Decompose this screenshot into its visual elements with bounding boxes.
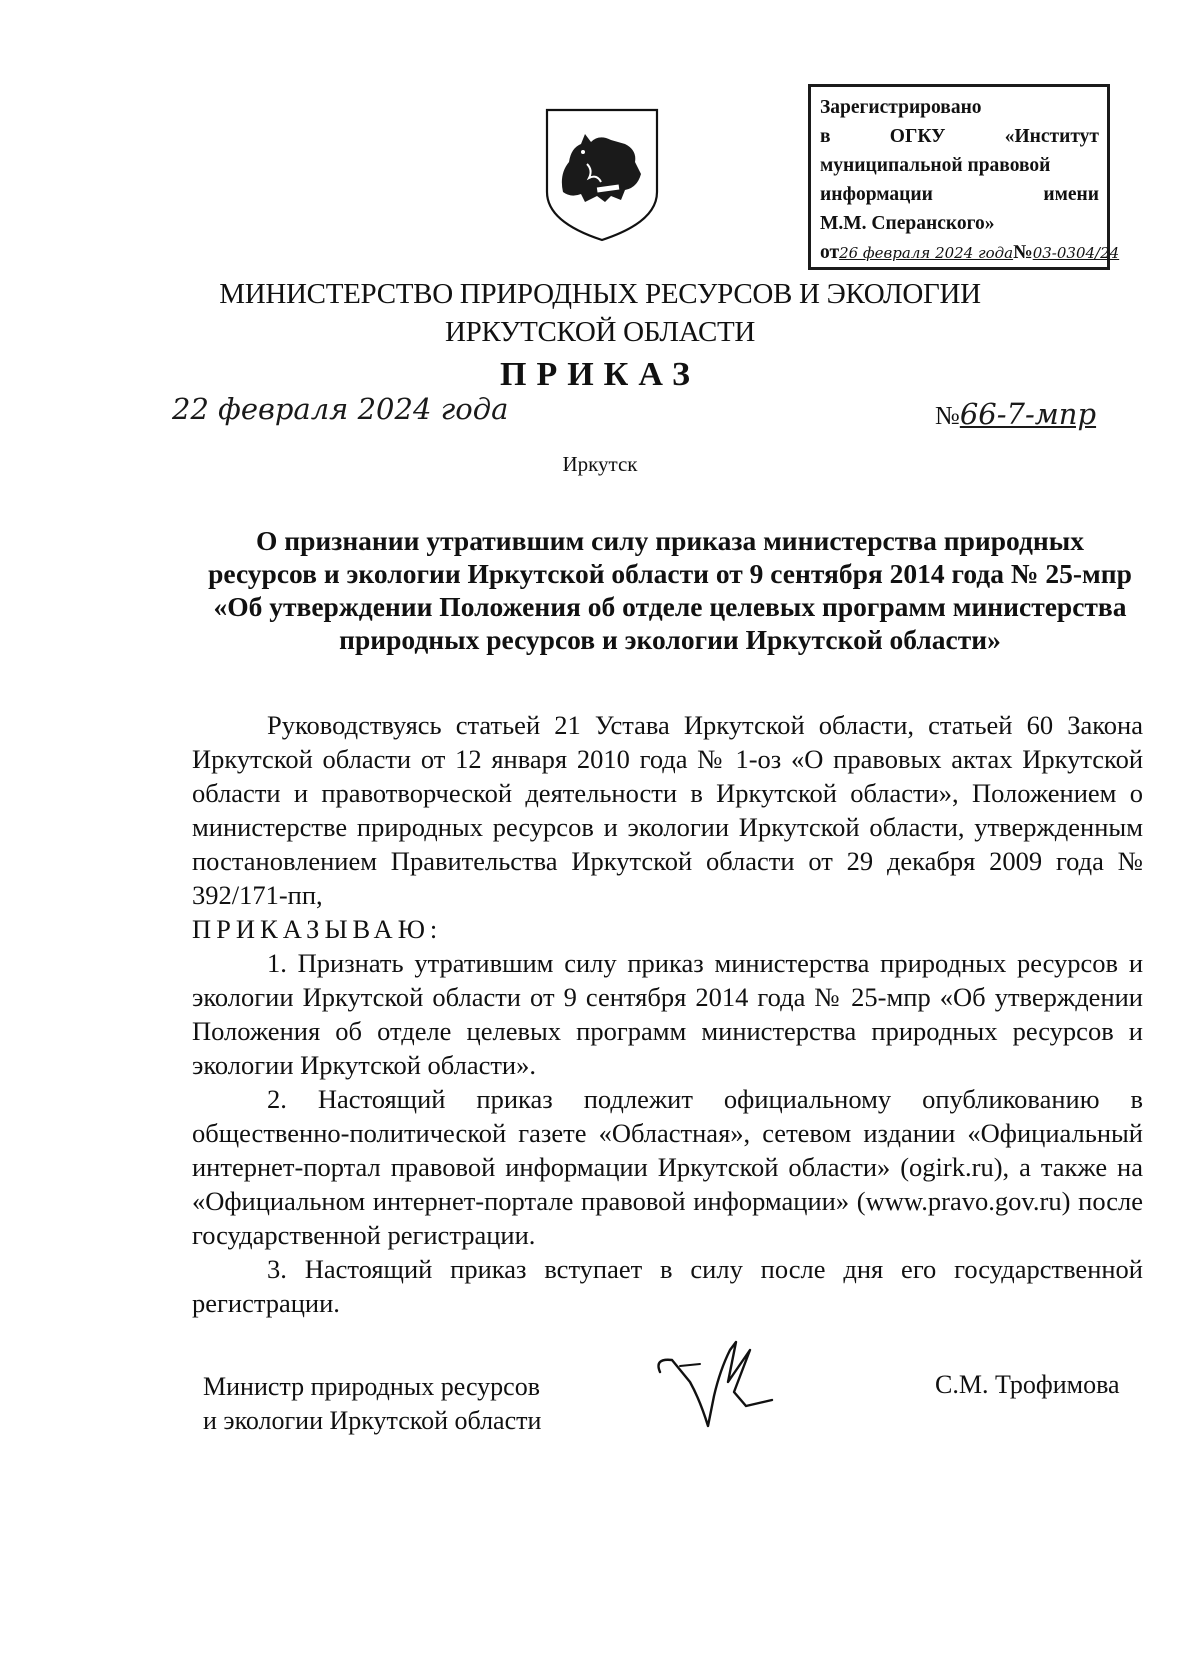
stamp-date-prefix: от — [820, 242, 840, 263]
registration-stamp — [808, 84, 1120, 270]
ministry-header — [0, 275, 1200, 351]
stamp-word: в — [820, 126, 831, 147]
signatory-name: С.М. Трофимова — [935, 1370, 1120, 1399]
order-body — [192, 708, 1143, 1320]
stamp-word: имени — [1043, 184, 1099, 205]
position-line-1: Министр природных ресурсов — [203, 1372, 540, 1401]
ministry-line-1: МИНИСТЕРСТВО ПРИРОДНЫХ РЕСУРСОВ И ЭКОЛОГИИ — [219, 278, 981, 310]
order-number-prefix: № — [935, 401, 960, 430]
stamp-number-prefix: № — [1013, 242, 1033, 263]
position-line-2: и экологии Иркутской области — [203, 1406, 542, 1435]
coat-of-arms — [541, 104, 663, 244]
stamp-line-4 — [820, 180, 1099, 209]
ministry-line-2: ИРКУТСКОЙ ОБЛАСТИ — [444, 316, 756, 348]
handwritten-signature — [650, 1330, 790, 1440]
stamp-word: «Институт — [1004, 126, 1099, 147]
order-date: 22 февраля 2024 года — [172, 392, 509, 426]
order-word: ПРИКАЗЫВАЮ: — [192, 914, 443, 944]
preamble: Руководствуясь статьей 21 Устава Иркутской области, статьей 60 Закона Иркутской области от 12 января 2010 года № 1-оз «О правовых актах Иркутской области и правотворческой деятельности в Иркутской области», Положением о министерстве природных ресурсов и экологии Иркутской области, утвержденным постановлением Правительства Иркутской области от 29 декабря 2009 года № 392/171-пп, — [192, 710, 1143, 910]
item-1: 1. Признать утратившим силу приказ министерства природных ресурсов и экологии Иркутской области от 9 сентября 2014 года № 25-мпр «Об утверждении Положения об отделе целевых программ министерства природных ресурсов и экологии Иркутской области». — [192, 948, 1143, 1080]
item-2: 2. Настоящий приказ подлежит официальному опубликованию в общественно-политической газете «Областная», сетевом издании «Официальный интернет-портал правовой информации Иркутской области» (ogirk.ru), а также на «Официальном интернет-портале правовой информации» (www.pravo.gov.ru) после государственной регистрации. — [192, 1084, 1143, 1250]
order-subject: О признании утратившим силу приказа министерства природных ресурсов и экологии Иркутской области от 9 сентября 2014 года № 25-мпр «Об утверждении Положения об отделе целевых программ министерства природных ресурсов и экологии Иркутской области» — [208, 525, 1132, 655]
order-number-value: 66-7-мпр — [959, 397, 1097, 431]
stamp-line-5: М.М. Сперанского» — [820, 213, 995, 234]
stamp-word: ОГКУ — [889, 126, 946, 147]
stamp-date-value: 26 февраля 2024 года — [839, 244, 1014, 262]
stamp-line-2 — [820, 122, 1099, 151]
order-number — [935, 397, 1096, 431]
order-title: ПРИКАЗ — [500, 356, 700, 393]
stamp-word: информации — [820, 184, 933, 205]
stamp-number-value: 03-0304/24 — [1032, 244, 1120, 262]
item-3: 3. Настоящий приказ вступает в силу после дня его государственной регистрации. — [192, 1254, 1143, 1318]
stamp-line-6 — [820, 238, 1120, 268]
signatory-position — [203, 1370, 541, 1438]
stamp-line-3: муниципальной правовой — [820, 155, 1051, 176]
city: Иркутск — [562, 452, 638, 476]
stamp-line-1: Зарегистрировано — [820, 97, 982, 118]
